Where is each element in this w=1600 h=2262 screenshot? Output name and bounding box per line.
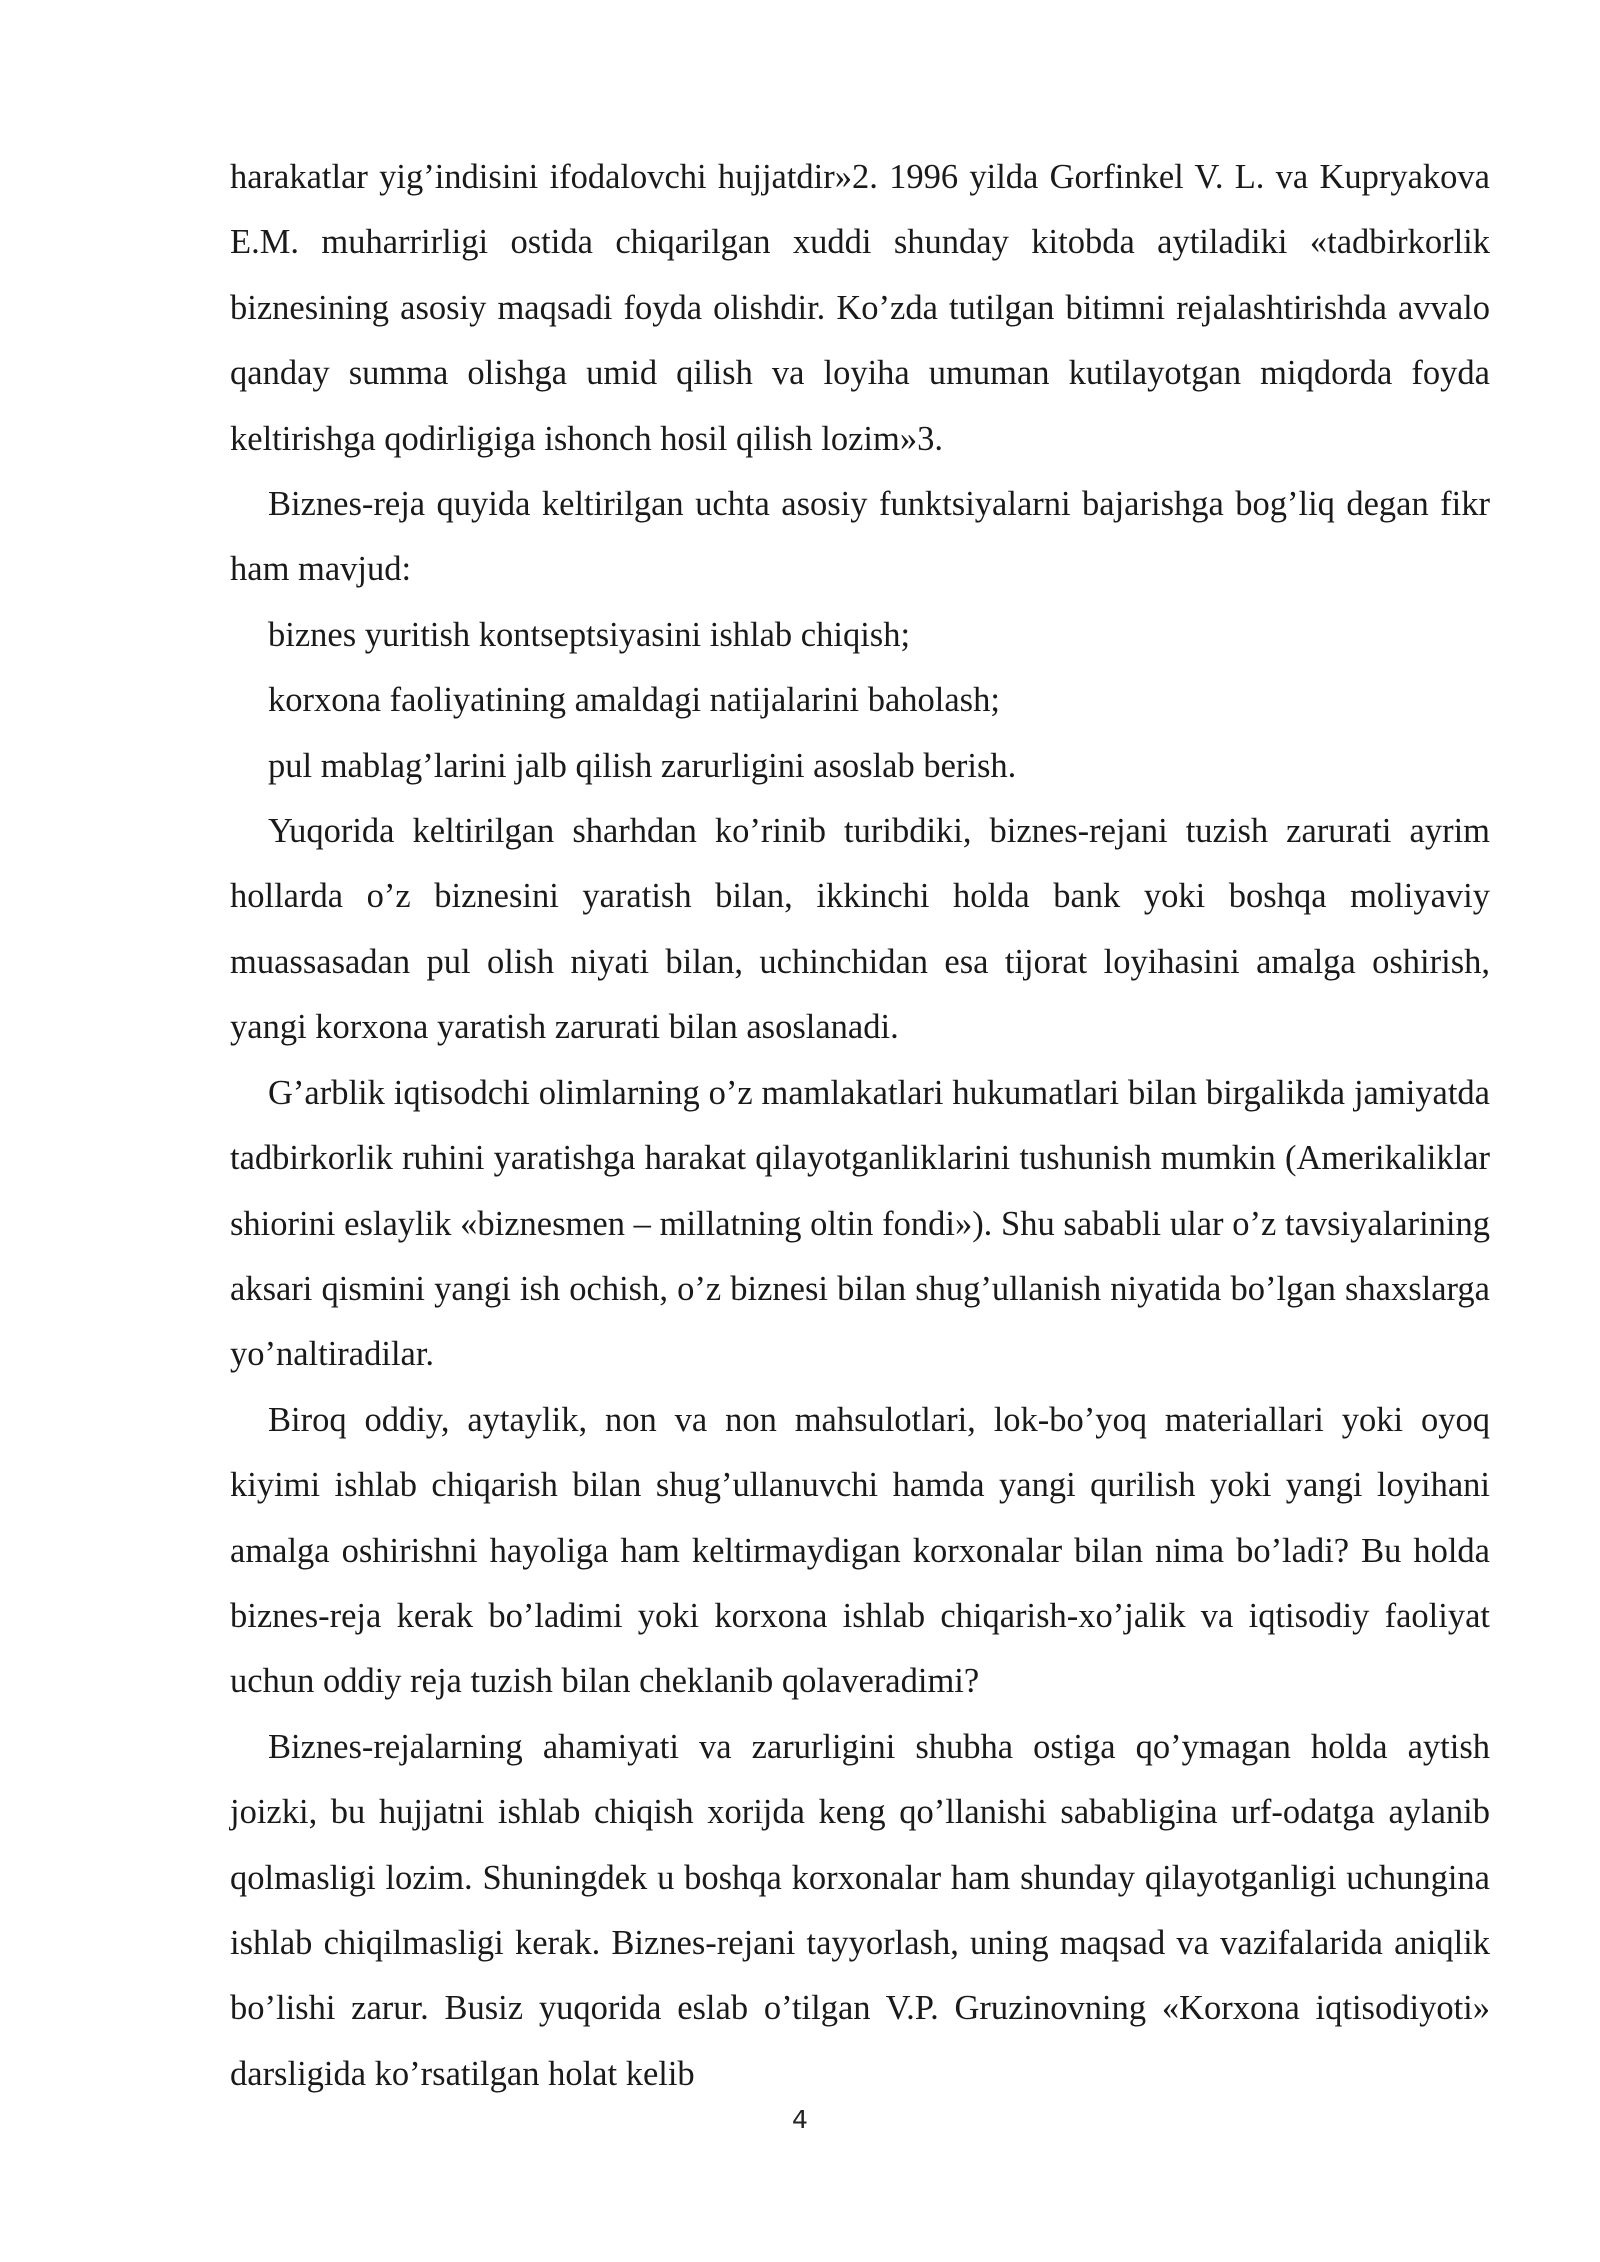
document-body bbox=[230, 145, 1490, 2107]
paragraph-continuation: harakatlar yig’indisini ifodalovchi hujjatdir»2. 1996 yilda Gorfinkel V. L. va Kupryakova E.M. muharrirligi ostida chiqarilgan xuddi shunday kitobda aytiladiki «tadbirkorlik biznesining asosiy maqsadi foyda olishdir. Ko’zda tutilgan bitimni rejalashtirishda avvalo qanday summa olishga umid qilish va loyiha umuman kutilayotgan miqdorda foyda keltirishga qodirligiga ishonch hosil qilish lozim»3. bbox=[230, 158, 1490, 458]
paragraph-ordinary-enterprises: Biroq oddiy, aytaylik, non va non mahsulotlari, lok-bo’yoq materiallari yoki oyoq kiyimi ishlab chiqarish bilan shug’ullanuvchi hamda yangi qurilish yoki yangi loyihani amalga oshirishni hayoliga ham keltirmaydigan korxonalar bilan nima bo’ladi? Bu holda biznes-reja kerak bo’ladimi yoki korxona ishlab chiqarish-xo’jalik va iqtisodiy faoliyat uchun oddiy reja tuzish bilan cheklanib qolaveradimi? bbox=[230, 1400, 1490, 1701]
paragraph-western-economists: G’arblik iqtisodchi olimlarning o’z mamlakatlari hukumatlari bilan birgalikda jamiyatda tadbirkorlik ruhini yaratishga harakat qilayotganliklarini tushunish mumkin (Amerikaliklar shiorini eslaylik «biznesmen – millatning oltin fondi»). Shu sababli ular o’z tavsiyalarining aksari qismini yangi ish ochish, o’z biznesi bilan shug’ullanish niyatida bo’lgan shaxslarga yo’naltiradilar. bbox=[230, 1073, 1490, 1374]
list-item-concept: biznes yuritish kontseptsiyasini ishlab chiqish; bbox=[268, 615, 911, 654]
paragraph-commentary: Yuqorida keltirilgan sharhdan ko’rinib turibdiki, biznes-rejani tuzish zarurati ayrim hollarda o’z biznesini yaratish bilan, ikkinchi holda bank yoki boshqa moliyaviy muassasadan pul olish niyati bilan, uchinchidan esa tijorat loyihasini amalga oshirish, yangi korxona yaratish zarurati bilan asoslanadi. bbox=[230, 812, 1490, 1047]
list-item-evaluation: korxona faoliyatining amaldagi natijalarini baholash; bbox=[268, 681, 1000, 720]
paragraph-importance: Biznes-rejalarning ahamiyati va zarurligini shubha ostiga qo’ymagan holda aytish joizki, bu hujjatni ishlab chiqish xorijda keng qo’llanishi sababligina urf-odatga aylanib qolmasligi lozim. Shuningdek u boshqa korxonalar ham shunday qilayotganligi uchungina ishlab chiqilmasligi kerak. Biznes-rejani tayyorlash, uning maqsad va vazifalarida aniqlik bo’lishi zarur. Busiz yuqorida eslab o’tilgan V.P. Gruzinovning «Korxona iqtisodiyoti» darsligida ko’rsatilgan holat kelib bbox=[230, 1727, 1490, 2093]
paragraph-functions-intro: Biznes-reja quyida keltirilgan uchta asosiy funktsiyalarni bajarishga bog’liq degan fikr ham mavjud: bbox=[230, 485, 1490, 589]
page-number: 4 bbox=[792, 2105, 808, 2134]
list-item-funding: pul mablag’larini jalb qilish zarurligini asoslab berish. bbox=[268, 746, 1017, 785]
